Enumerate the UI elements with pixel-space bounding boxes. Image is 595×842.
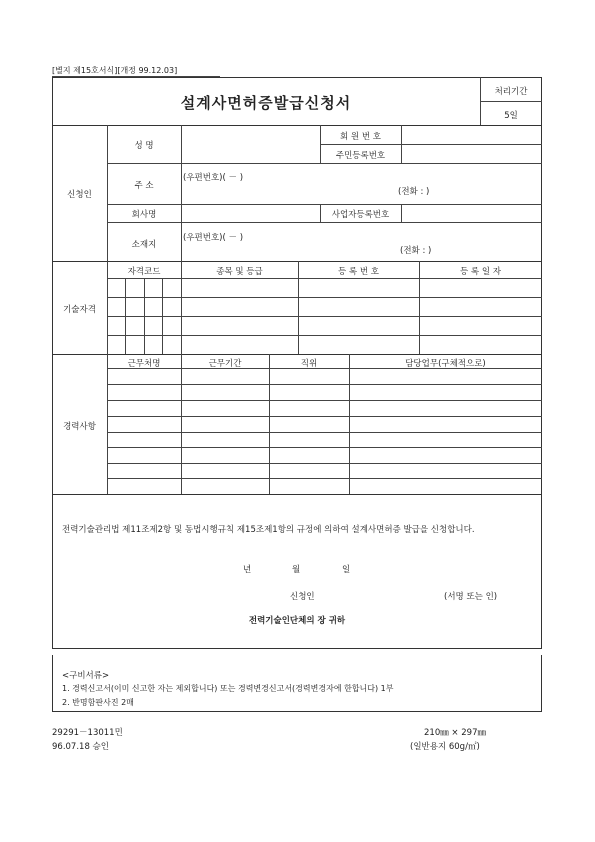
business-number-field[interactable] [402,205,541,221]
footer-approval: 96.07.18 승인 [52,742,109,752]
career-row[interactable] [108,479,541,493]
company-label: 회사명 [131,210,157,220]
business-number-label: 사업자등록번호 [331,210,390,220]
career-col-position: 직위 [300,359,318,369]
name-label: 성 명 [134,141,154,151]
date-month: 월 [292,565,301,575]
career-top-rule [52,354,542,355]
form-title: 설계사면허증발급신청서 [180,94,352,112]
career-section-label: 경력사항 [63,422,96,432]
career-row[interactable] [108,417,541,431]
processing-label: 처리기간 [494,87,528,97]
career-row[interactable] [108,401,541,415]
statement-top-rule [52,494,542,495]
qualification-top-rule [52,261,542,262]
qualification-col-grade: 종목 및 등급 [216,267,263,277]
career-row[interactable] [108,433,541,446]
qualification-row[interactable] [108,317,541,334]
career-row[interactable] [108,385,541,399]
resident-number-label: 주민등록번호 [335,151,386,161]
career-row[interactable] [108,448,541,462]
career-row[interactable] [108,464,541,477]
footer-form-code: 29291－13011민 [52,728,123,738]
location-phone: (전화 : ) [400,246,432,256]
qualification-section-label: 기술자격 [63,305,96,315]
form-reference: [별지 제15호서식][개정 99.12.03] [52,66,178,75]
address-postal-code: (우편번호)( － ) [183,173,244,183]
documents-heading: <구비서류> [62,671,110,681]
qualification-row[interactable] [108,336,541,353]
qualification-row[interactable] [108,298,541,315]
name-field[interactable] [182,126,319,162]
signer-label: 신청인 [290,592,315,602]
member-number-field[interactable] [402,126,541,143]
address-label: 주 소 [134,181,154,191]
qualification-row[interactable] [108,279,541,296]
applicant-section-label: 신청인 [67,190,92,200]
location-label: 소재지 [131,240,157,250]
processing-value: 5일 [504,111,518,121]
application-statement: 전력기술관리법 제11조제2항 및 동법시행규칙 제15조제1항의 규정에 의하여 설계사면허증 발급을 신청합니다. [62,525,475,535]
member-number-label: 회 원 번 호 [340,132,381,142]
date-year: 년 [243,565,252,575]
career-col-period: 근무기간 [208,359,242,369]
career-col-workplace: 근무처명 [127,359,161,369]
document-item: 2. 반명함판사진 2매 [62,698,134,707]
address-field[interactable] [182,164,541,203]
footer-paper-type: (일반용지 60g/㎡) [410,742,480,752]
footer-paper-size: 210㎜ × 297㎜ [424,728,486,738]
document-item: 1. 경력신고서(이미 신고한 자는 제외합니다) 또는 경력변경신고서(경력변경자에 한합니다) 1부 [62,684,394,693]
address-phone: (전화 : ) [398,187,430,197]
location-field[interactable] [182,223,541,260]
career-row[interactable] [108,369,541,383]
qualification-col-code: 자격코드 [127,267,161,277]
qualification-col-regno: 등 록 번 호 [338,267,379,277]
addressee: 전력기술인단체의 장 귀하 [248,616,346,626]
company-name-field[interactable] [182,205,319,221]
date-day: 일 [342,565,351,575]
qualification-col-regdate: 등 록 일 자 [460,267,501,277]
resident-number-field[interactable] [402,145,541,162]
signature-field[interactable]: (서명 또는 인) [444,592,498,602]
location-postal-code: (우편번호)( － ) [183,233,244,243]
career-col-duties: 담당업무(구체적으로) [405,359,486,369]
processing-mid-rule [480,101,542,102]
